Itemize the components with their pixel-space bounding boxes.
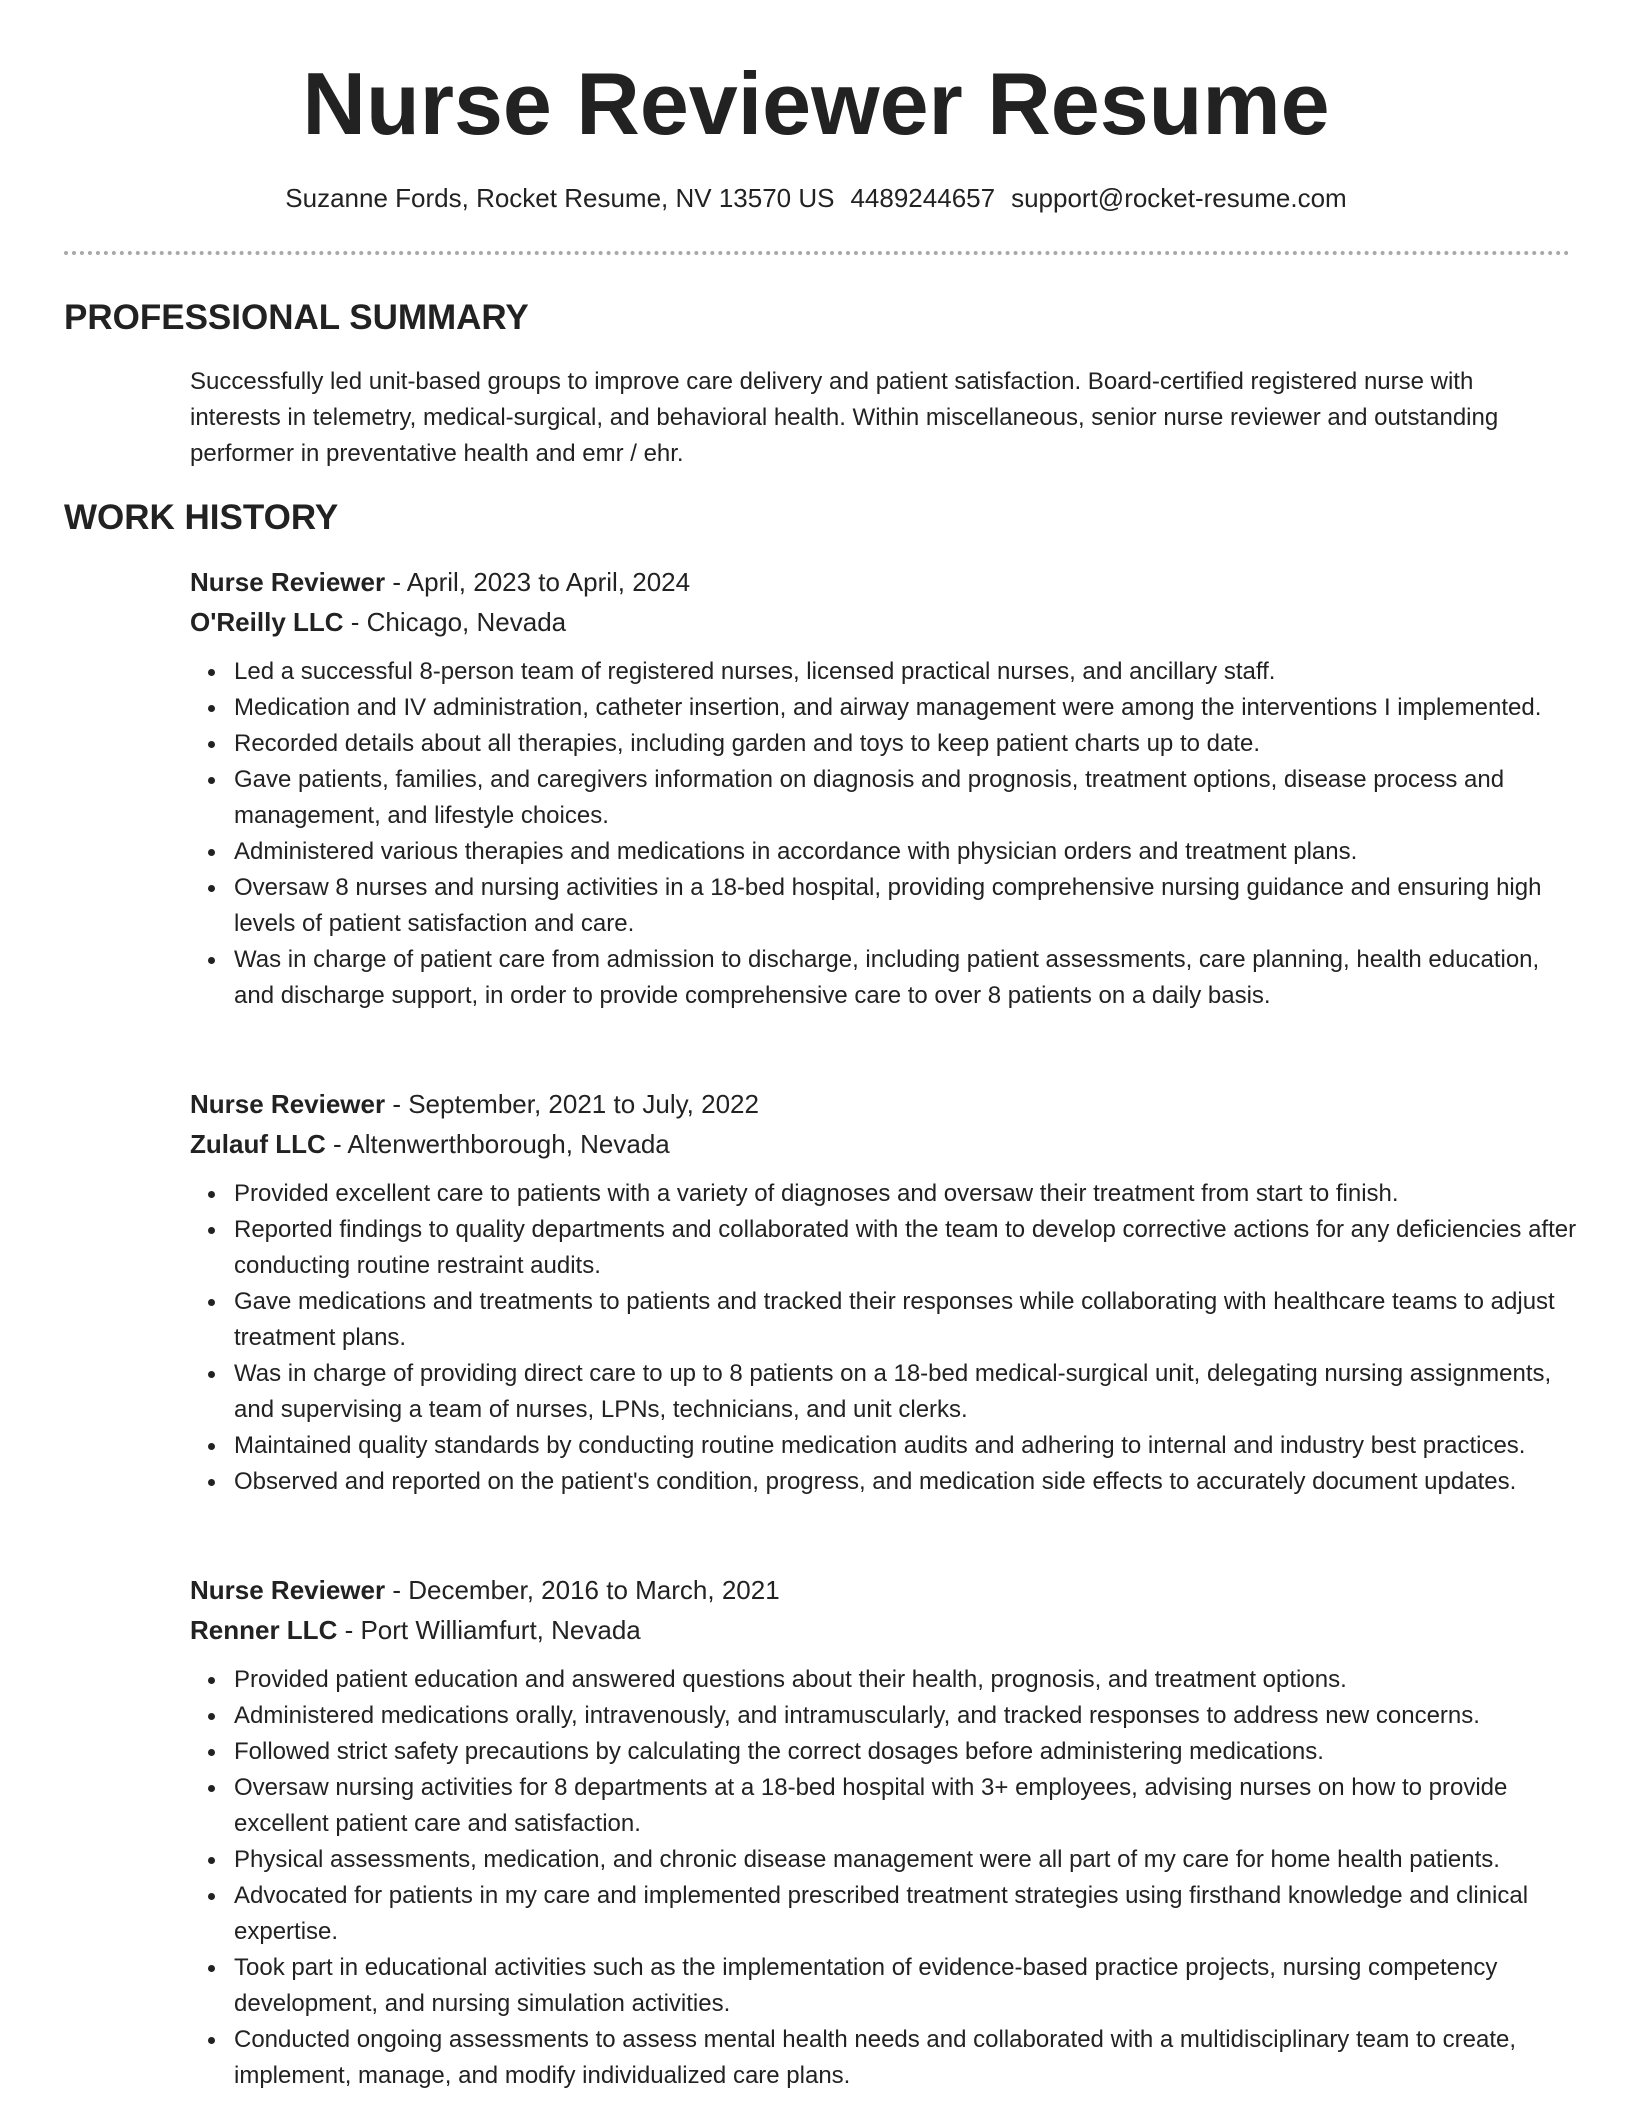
job-bullet: Advocated for patients in my care and implemented prescribed treatment strategies using firsthand knowledge and clinical expertise.	[234, 1878, 1580, 1950]
job-bullet: Maintained quality standards by conducting routine medication audits and adhering to internal and industry best practices.	[234, 1428, 1580, 1464]
contact-email[interactable]: support@rocket-resume.com	[1011, 183, 1347, 213]
header-divider	[64, 251, 1570, 255]
job-company: Zulauf LLC	[190, 1129, 326, 1159]
job-company: O'Reilly LLC	[190, 607, 344, 637]
contact-phone[interactable]: 4489244657	[850, 183, 996, 213]
job-bullet: Was in charge of providing direct care to up to 8 patients on a 18-bed medical-surgical unit, delegating nursing assignments, and supervising a team of nurses, LPNs, technicians, and unit clerks.	[234, 1356, 1580, 1428]
job-bullets	[190, 654, 1580, 1014]
job-bullet: Physical assessments, medication, and chronic disease management were all part of my care for home health patients.	[234, 1842, 1580, 1878]
job-bullet: Observed and reported on the patient's condition, progress, and medication side effects to accurately document updates.	[234, 1464, 1580, 1500]
job-bullet: Recorded details about all therapies, including garden and toys to keep patient charts up to date.	[234, 726, 1580, 762]
job-dates: - December, 2016 to March, 2021	[385, 1575, 780, 1605]
job-role: Nurse Reviewer	[190, 1575, 386, 1605]
job-bullet: Was in charge of patient care from admission to discharge, including patient assessments, care planning, health education, and discharge support, in order to provide comprehensive care to over 8 patients on a daily basis.	[234, 942, 1580, 1014]
job-bullet: Gave medications and treatments to patients and tracked their responses while collaborating with healthcare teams to adjust treatment plans.	[234, 1284, 1580, 1356]
job-dates: - April, 2023 to April, 2024	[385, 567, 691, 597]
job-title-line	[190, 1084, 1580, 1124]
job-bullets	[190, 1662, 1580, 2094]
job-role: Nurse Reviewer	[190, 1089, 386, 1119]
job-entry	[190, 1570, 1580, 2094]
job-dates: - September, 2021 to July, 2022	[385, 1089, 759, 1119]
contact-address: Suzanne Fords, Rocket Resume, NV 13570 US	[285, 183, 835, 213]
job-company-line	[190, 1124, 1580, 1164]
job-location: - Port Williamfurt, Nevada	[337, 1615, 641, 1645]
job-title-line	[190, 1570, 1580, 1610]
job-bullet: Followed strict safety precautions by calculating the correct dosages before administering medications.	[234, 1734, 1580, 1770]
job-company-line	[190, 602, 1580, 642]
job-company: Renner LLC	[190, 1615, 338, 1645]
summary-heading: PROFESSIONAL SUMMARY	[64, 298, 529, 337]
job-location: - Altenwerthborough, Nevada	[325, 1129, 670, 1159]
job-location: - Chicago, Nevada	[343, 607, 567, 637]
work-history-heading: WORK HISTORY	[64, 498, 339, 537]
job-entry	[190, 562, 1580, 1014]
page-title: Nurse Reviewer Resume	[302, 54, 1330, 153]
job-title-line	[190, 562, 1580, 602]
summary-text: Successfully led unit-based groups to improve care delivery and patient satisfaction. Board-certified registered nurse with interests in telemetry, medical-surgical, and behavioral health. Within miscellaneous, senior nurse reviewer and outstanding performer in preventative health and emr / ehr.	[190, 368, 1499, 467]
job-bullet: Medication and IV administration, catheter insertion, and airway management were among the interventions I implemented.	[234, 690, 1580, 726]
job-bullet: Provided excellent care to patients with a variety of diagnoses and oversaw their treatment from start to finish.	[234, 1176, 1580, 1212]
job-bullets	[190, 1176, 1580, 1500]
job-bullet: Reported findings to quality departments and collaborated with the team to develop corrective actions for any deficiencies after conducting routine restraint audits.	[234, 1212, 1580, 1284]
job-bullet: Conducted ongoing assessments to assess mental health needs and collaborated with a multidisciplinary team to create, implement, manage, and modify individualized care plans.	[234, 2022, 1580, 2094]
job-bullet: Gave patients, families, and caregivers information on diagnosis and prognosis, treatment options, disease process and management, and lifestyle choices.	[234, 762, 1580, 834]
job-bullet: Administered various therapies and medications in accordance with physician orders and treatment plans.	[234, 834, 1580, 870]
job-bullet: Took part in educational activities such as the implementation of evidence-based practice projects, nursing competency development, and nursing simulation activities.	[234, 1950, 1580, 2022]
job-entry	[190, 1084, 1580, 1500]
job-bullet: Led a successful 8-person team of registered nurses, licensed practical nurses, and ancillary staff.	[234, 654, 1580, 690]
job-bullet: Provided patient education and answered questions about their health, prognosis, and treatment options.	[234, 1662, 1580, 1698]
job-bullet: Oversaw 8 nurses and nursing activities in a 18-bed hospital, providing comprehensive nursing guidance and ensuring high levels of patient satisfaction and care.	[234, 870, 1580, 942]
job-bullet: Oversaw nursing activities for 8 departments at a 18-bed hospital with 3+ employees, advising nurses on how to provide excellent patient care and satisfaction.	[234, 1770, 1580, 1842]
contact-line	[0, 180, 1632, 216]
job-bullet: Administered medications orally, intravenously, and intramuscularly, and tracked responses to address new concerns.	[234, 1698, 1580, 1734]
job-company-line	[190, 1610, 1580, 1650]
job-role: Nurse Reviewer	[190, 567, 386, 597]
